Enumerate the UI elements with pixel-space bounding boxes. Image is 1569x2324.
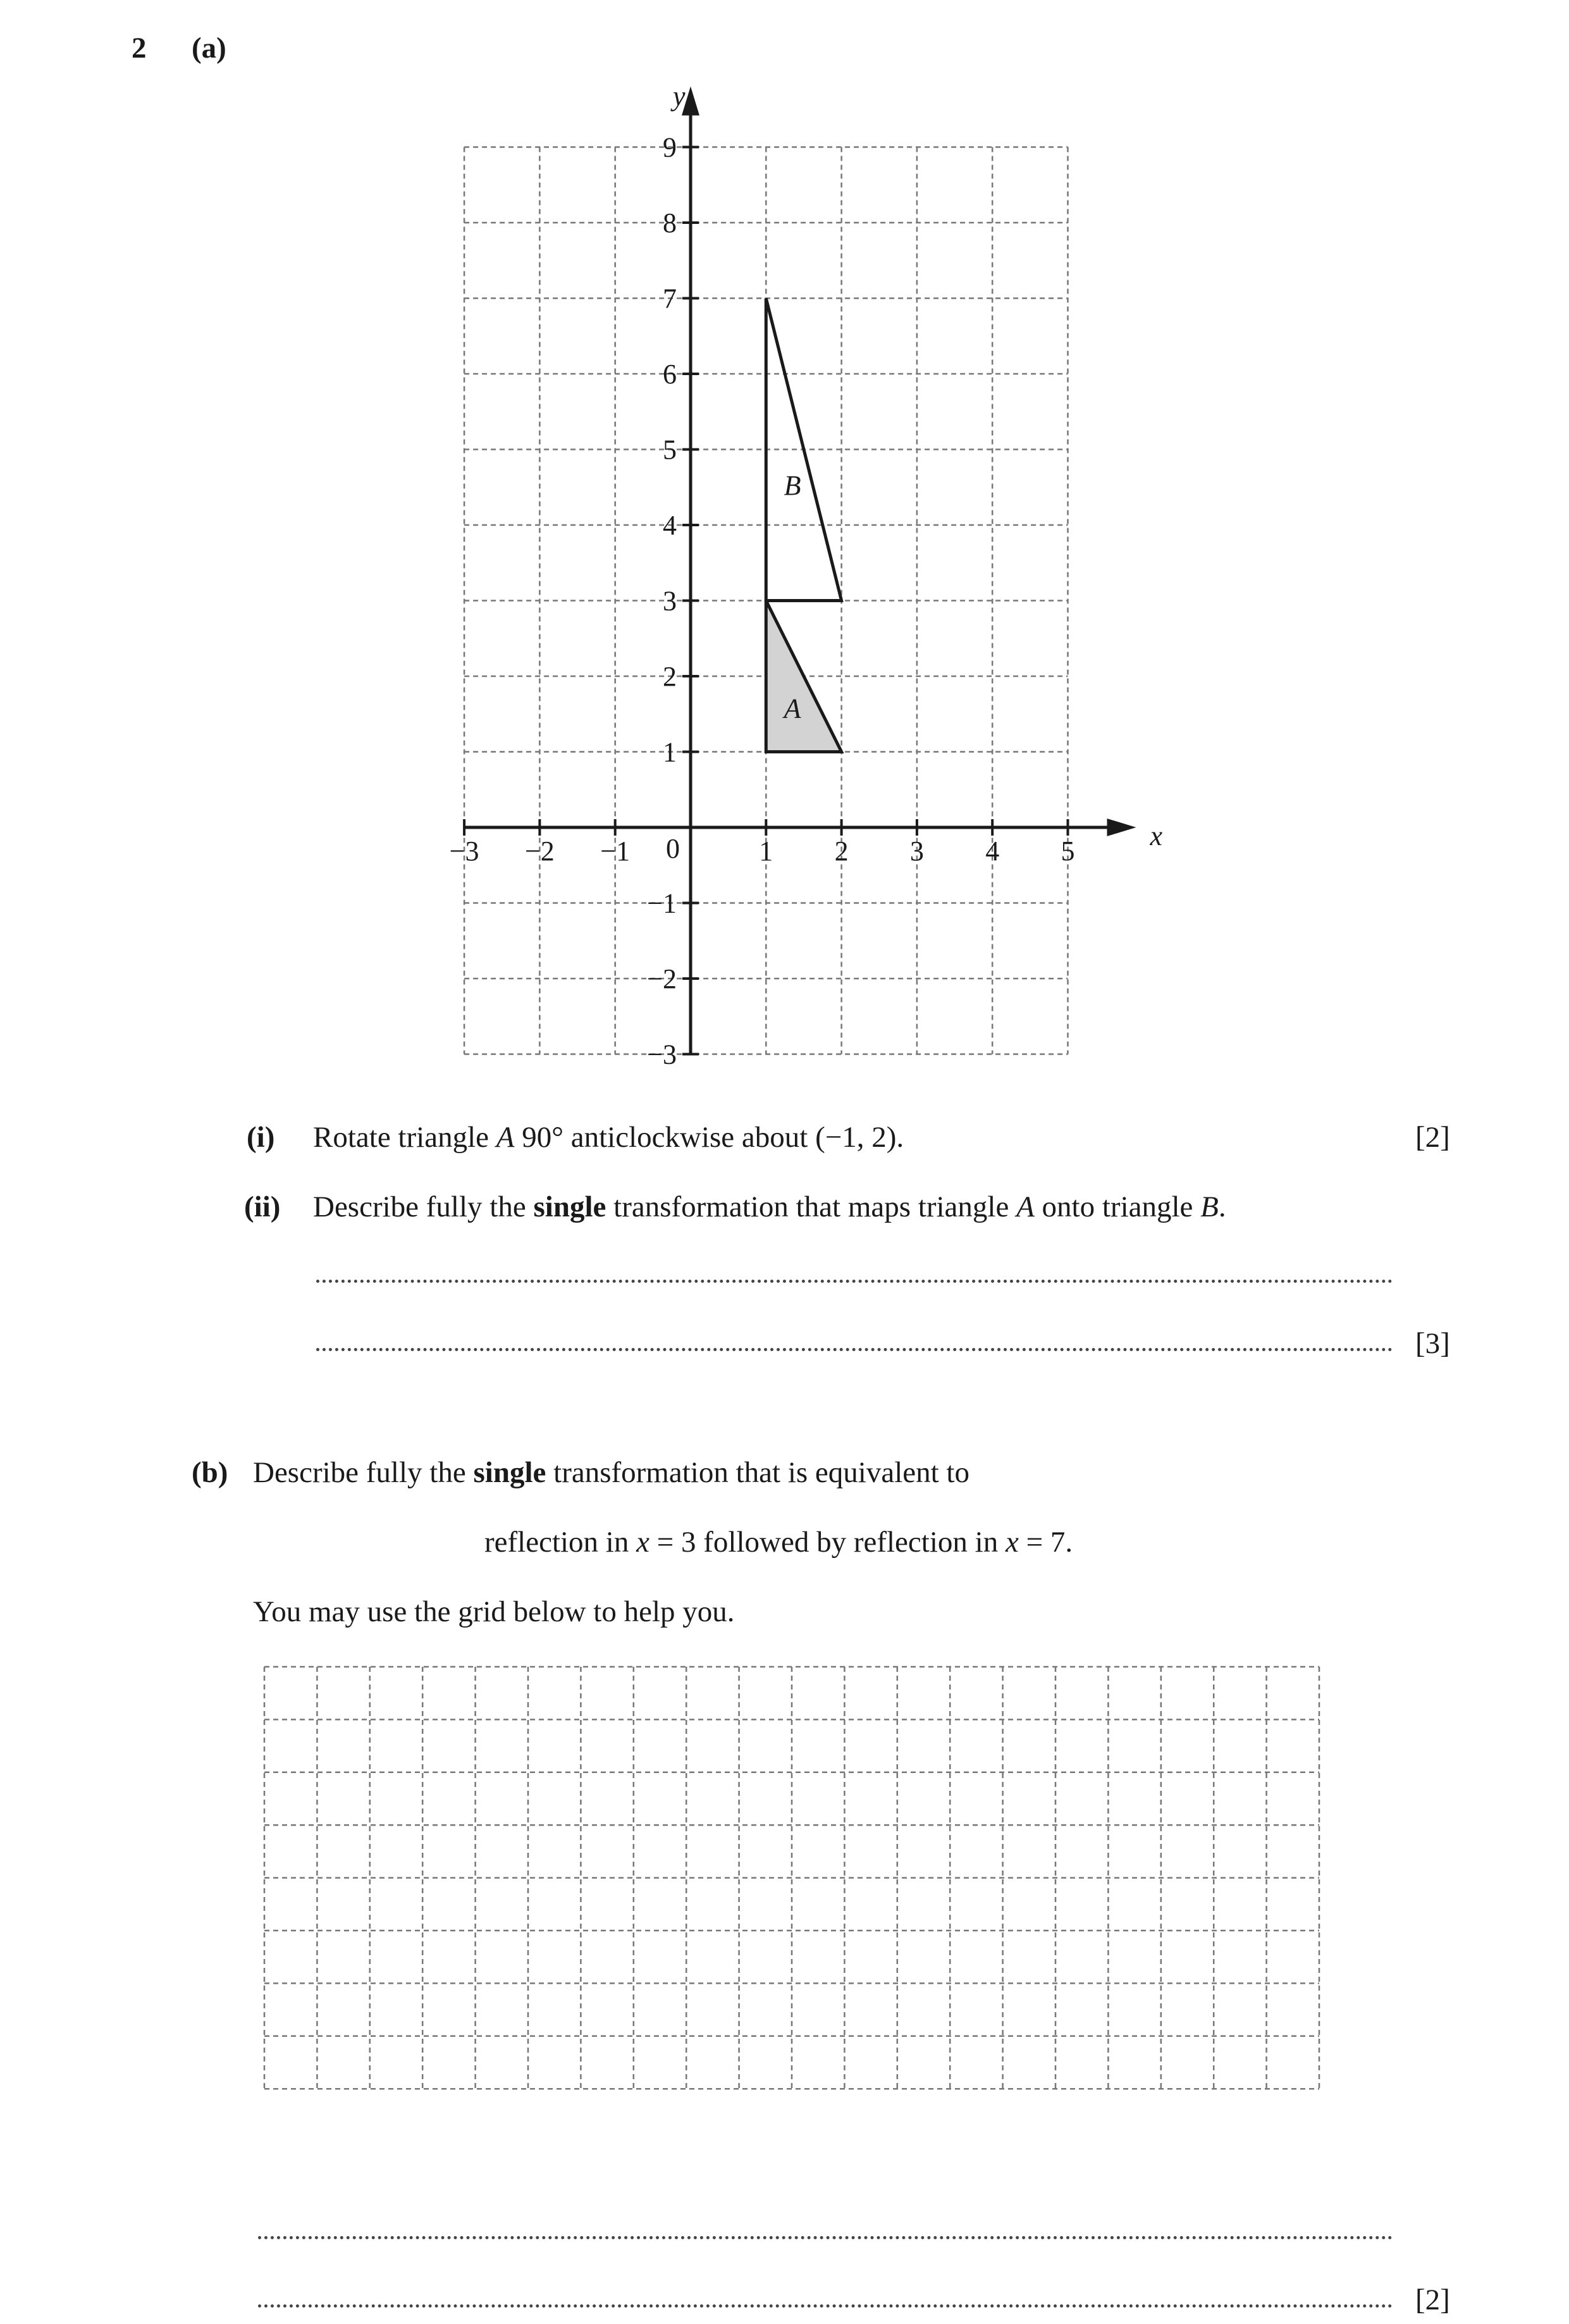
x-tick-label: 1 [759, 836, 773, 867]
y-tick-label: 7 [663, 283, 677, 314]
y-tick-label: 3 [663, 585, 677, 617]
part-a-i-label: (i) [247, 1121, 275, 1154]
part-b-help-text: You may use the grid below to help you. [253, 1595, 735, 1628]
x-tick-label: 4 [985, 836, 1000, 867]
triangle-a-label: A [784, 693, 801, 724]
y-tick-label: 6 [663, 359, 677, 390]
coordinate-grid-a [0, 0, 1569, 1088]
y-tick-label: −1 [647, 887, 677, 919]
answer-line-b-2[interactable] [258, 2304, 1393, 2308]
y-tick-label: 9 [663, 132, 677, 163]
answer-line-a-ii-2[interactable] [316, 1348, 1393, 1351]
x-axis-arrow [1107, 819, 1136, 836]
x-tick-label: 5 [1061, 836, 1075, 867]
y-tick-label: 5 [663, 434, 677, 466]
part-b-label: (b) [192, 1456, 228, 1489]
x-tick-label: −3 [449, 836, 479, 867]
x-axis-label: x [1150, 820, 1163, 851]
y-tick-label: 1 [663, 736, 677, 768]
part-a-ii-label: (ii) [244, 1190, 281, 1223]
answer-line-b-1[interactable] [258, 2236, 1393, 2239]
part-a-label: (a) [192, 32, 226, 65]
x-tick-label: 2 [834, 836, 849, 867]
part-a-ii-text: Describe fully the single transformation that maps triangle A onto triangle B. [313, 1190, 1226, 1223]
part-b-marks: [2] [1415, 2284, 1450, 2316]
part-b-text: Describe fully the single transformation that is equivalent to [253, 1456, 969, 1489]
part-a-i-text: Rotate triangle A 90° anticlockwise about (−1, 2). [313, 1121, 904, 1154]
y-tick-label: 2 [663, 661, 677, 692]
axes-a [464, 87, 1136, 1054]
x-tick-label: 3 [909, 836, 924, 867]
y-axis-label: y [673, 80, 686, 112]
x-tick-label: −1 [600, 836, 631, 867]
part-a-ii-marks: [3] [1415, 1327, 1450, 1360]
origin-label: 0 [666, 833, 680, 864]
grid-lines-b [264, 1667, 1319, 2089]
y-tick-label: 4 [663, 510, 677, 541]
x-tick-labels [450, 836, 1075, 867]
y-tick-label: −2 [647, 963, 677, 994]
answer-line-a-ii-1[interactable] [316, 1280, 1393, 1283]
triangle-b-label: B [784, 470, 801, 502]
y-tick-label: −3 [647, 1039, 677, 1070]
part-a-i-marks: [2] [1415, 1121, 1450, 1154]
question-number: 2 [132, 32, 147, 65]
x-tick-label: −2 [524, 836, 555, 867]
part-b-reflection-text: reflection in x = 3 followed by reflection in x = 7. [484, 1526, 1073, 1559]
y-tick-label: 8 [663, 207, 677, 238]
